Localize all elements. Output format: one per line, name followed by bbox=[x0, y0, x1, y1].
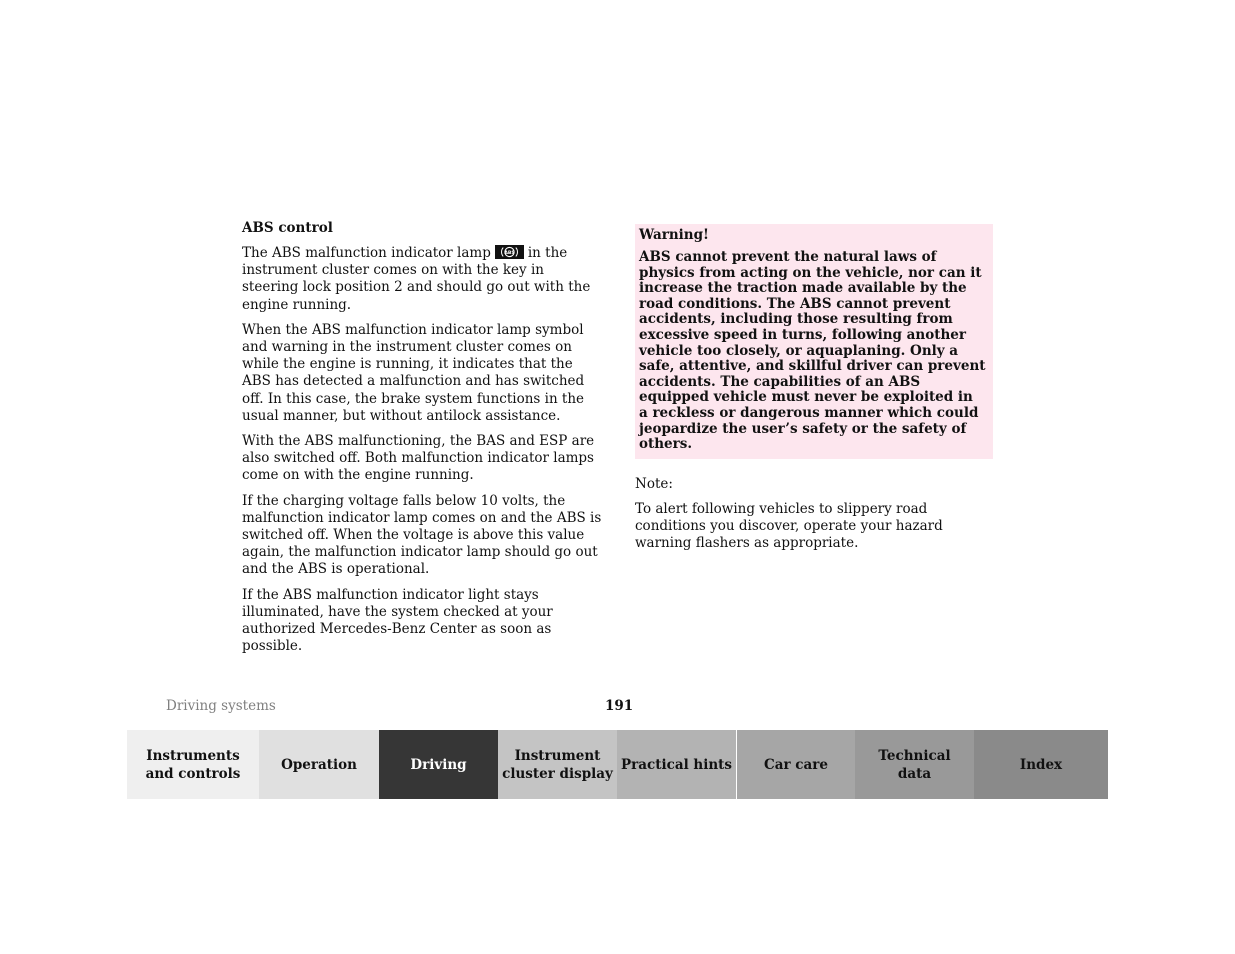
warning-box bbox=[635, 224, 993, 459]
tab-practical-hints[interactable] bbox=[617, 730, 736, 799]
tab-label: Instruments and controls bbox=[145, 747, 241, 782]
abs-indicator-icon bbox=[495, 245, 524, 259]
warning-title: Warning! bbox=[639, 227, 709, 243]
paragraph-text-start: The ABS malfunction indicator lamp bbox=[242, 245, 491, 261]
paragraph-indicator-lamp bbox=[242, 245, 602, 314]
note-label: Note: bbox=[635, 475, 673, 492]
tab-label: Technical data bbox=[878, 747, 951, 782]
chapter-nav-bar bbox=[127, 730, 1108, 799]
tab-label: Car care bbox=[764, 756, 828, 773]
paragraph-bas-esp: With the ABS malfunctioning, the BAS and ESP are also switched off. Both malfunction indicator lamps come on with the engine running. bbox=[242, 433, 595, 484]
tab-label: Index bbox=[1019, 756, 1063, 773]
paragraph-charging-voltage: If the charging voltage falls below 10 volts, the malfunction indicator lamp comes on and the ABS is switched off. When the voltage is above this value again, the malfunction indicator lamp should go out and the ABS is operational. bbox=[242, 492, 602, 578]
section-label: Driving systems bbox=[166, 698, 276, 714]
tab-instrument-cluster-display[interactable] bbox=[498, 730, 617, 799]
paragraph-service-center: If the ABS malfunction indicator light stays illuminated, have the system checked at your authorized Mercedes-Benz Center as soon as possible. bbox=[242, 586, 553, 655]
tab-index[interactable] bbox=[974, 730, 1108, 799]
tab-label: Practical hints bbox=[621, 756, 732, 773]
tab-label: Instrument cluster display bbox=[502, 747, 613, 782]
tab-driving[interactable] bbox=[379, 730, 498, 799]
page-number: 191 bbox=[605, 698, 634, 714]
tab-car-care[interactable] bbox=[736, 730, 855, 799]
warning-text: ABS cannot prevent the natural laws of physics from acting on the vehicle, nor can it increase the traction made available by the road conditions. The ABS cannot prevent accidents, including those resulting from excessive speed in turns, following another vehicle too closely, or aquaplaning. Only a safe, attentive, and skillful driver can prevent accidents. The capabilities of an ABS equipped vehicle must never be exploited in a reckless or dangerous manner which could jeopardize the user’s safety or the safety of others. bbox=[639, 249, 986, 453]
side-column bbox=[635, 224, 993, 552]
main-column bbox=[242, 220, 602, 663]
tab-technical-data[interactable] bbox=[855, 730, 974, 799]
tab-operation[interactable] bbox=[259, 730, 379, 799]
paragraph-text-end: in the instrument cluster comes on with the key in steering lock position 2 and should go out with the engine running. bbox=[242, 245, 591, 313]
tab-label: Driving bbox=[410, 756, 467, 773]
svg-text:ABS: ABS bbox=[504, 251, 515, 256]
note-text: To alert following vehicles to slippery road conditions you discover, operate your hazard warning flashers as appropriate. bbox=[635, 500, 943, 552]
tab-instruments-and-controls[interactable] bbox=[127, 730, 259, 799]
section-heading: ABS control bbox=[242, 220, 333, 236]
paragraph-malfunction: When the ABS malfunction indicator lamp symbol and warning in the instrument cluster comes on while the engine is running, it indicates that the ABS has detected a malfunction and has switched off. In this case, the brake system functions in the usual manner, but without antilock assistance. bbox=[242, 321, 585, 424]
tab-label: Operation bbox=[281, 756, 357, 773]
